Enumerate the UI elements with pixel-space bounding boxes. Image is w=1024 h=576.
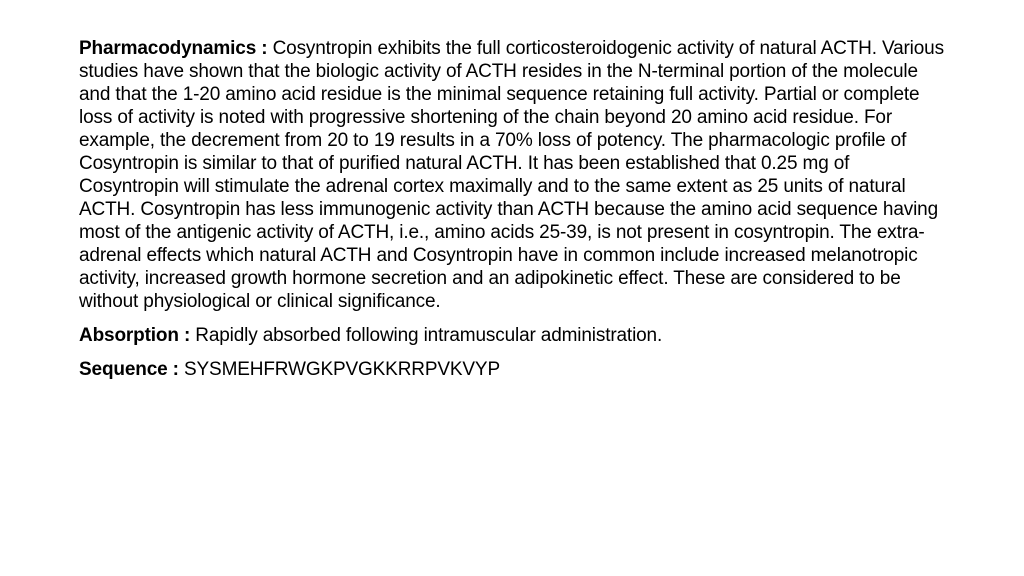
pharmacodynamics-paragraph xyxy=(79,37,947,313)
sequence-paragraph xyxy=(79,358,947,381)
absorption-paragraph xyxy=(79,324,947,347)
absorption-text: Rapidly absorbed following intramuscular administration. xyxy=(195,325,663,346)
pharmacodynamics-text: Cosyntropin exhibits the full corticosteroidogenic activity of natural ACTH. Various studies have shown that the biologic activity of ACTH resides in the N-terminal portion of the molecule and that the 1-20 amino acid residue is the minimal sequence retaining full activity. Partial or complete loss of activity is noted with progressive shortening of the chain beyond 20 amino acid residue. For example, the decrement from 20 to 19 results in a 70% loss of potency. The pharmacologic profile of Cosyntropin is similar to that of purified natural ACTH. It has been established that 0.25 mg of Cosyntropin will stimulate the adrenal cortex maximally and to the same extent as 25 units of natural ACTH. Cosyntropin has less immunogenic activity than ACTH because the amino acid sequence having most of the antigenic activity of ACTH, i.e., amino acids 25-39, is not present in cosyntropin. The extra-adrenal effects which natural ACTH and Cosyntropin have in common include increased melanotropic activity, increased growth hormone secretion and an adipokinetic effect. These are considered to be without physiological or clinical significance. xyxy=(79,38,944,312)
sequence-text: SYSMEHFRWGKPVGKKRRPVKVYP xyxy=(184,359,500,380)
sequence-label: Sequence : xyxy=(79,359,179,380)
absorption-label: Absorption : xyxy=(79,325,191,346)
pharmacodynamics-label: Pharmacodynamics : xyxy=(79,38,268,59)
slide-content xyxy=(79,37,947,392)
